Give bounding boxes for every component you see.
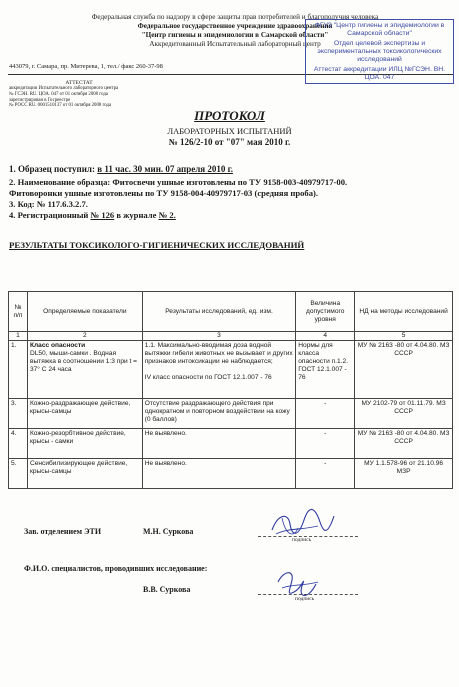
- indicator-text: DL50, мыши-самки . Водная вытяжка в соотношении 1:3 при t = 37° С 24 часа: [29, 350, 138, 373]
- table-number-row: [9, 332, 453, 341]
- row-level: -: [296, 399, 355, 429]
- table-row: [9, 341, 453, 399]
- protocol-subtitle: ЛАБОРАТОРНЫХ ИСПЫТАНИЙ: [167, 126, 292, 136]
- row-indicator: Сенсибилизирующее действие, крысы-самцы: [27, 459, 142, 489]
- protocol-number: № 126/2-10 от "07" мая 2010 г.: [168, 137, 291, 147]
- item-sample-name: 2. Наименование образца: Фитосвечи ушные изготовлены по ТУ 9158-003-40979717-00.: [9, 177, 348, 187]
- stamp-line-3: Аттестат аккредитации ИЛЦ №ГСЭН. ВН. ЦОА. 047: [313, 66, 446, 81]
- institution-line: Федеральное государственное учреждение здравоохранения: [137, 22, 333, 30]
- address-line: 443079, г. Самара, пр. Митерева, 1, тел./ факс 260-37-98: [9, 63, 163, 70]
- row-result: Не выявлено.: [142, 429, 296, 459]
- head-name: М.Н. Суркова: [143, 527, 194, 536]
- agency-line: Федеральная служба по надзору в сфере защиты прав потребителей и благополучия человека: [91, 13, 379, 21]
- signature-caption: подпись: [292, 537, 312, 543]
- item-reg-value-2: № 2.: [158, 210, 176, 220]
- header-cell-num: № п/п: [9, 292, 28, 332]
- col-number: 4: [296, 332, 355, 341]
- attestat-line-2: № ГСЭН. RU. ЦОА. 047 от 01 октября 2008 года: [9, 91, 108, 97]
- section-title: РЕЗУЛЬТАТЫ ТОКСИКОЛОГО-ГИГИЕНИЧЕСКИХ ИССЛЕДОВАНИЙ: [9, 240, 305, 250]
- lab-center-line: Аккредитованный Испытательный лабораторный центр: [149, 40, 321, 48]
- row-indicator: Кожно-резорбтивное действие, крысы - самки: [27, 429, 142, 459]
- row-level: Нормы для класса опасности п.1.2. ГОСТ 12.1.007 - 76: [296, 341, 355, 399]
- row-number: 1.: [9, 341, 28, 399]
- item-reg-value: № 126: [90, 210, 115, 220]
- table-row: [9, 429, 453, 459]
- row-indicator: [27, 341, 142, 399]
- row-number: 5.: [9, 459, 28, 489]
- row-level: -: [296, 429, 355, 459]
- item-received-label: 1. Образец поступил:: [9, 164, 98, 174]
- table-row: [9, 399, 453, 429]
- attestat-line-4: № РОСС RU. 0001510137 от 01 октября 2008 года: [9, 103, 112, 109]
- attestat-line-1: аккредитации Испытательного лабораторного центра: [9, 86, 119, 91]
- row-number: 3.: [9, 399, 28, 429]
- row-methods: МУ № 2163 -80 от 4.04.80. МЗ СССР: [355, 341, 453, 399]
- col-number: 2: [27, 332, 142, 341]
- header-cell-methods: НД на методы исследований: [355, 292, 453, 332]
- stamp-line-1: ФГУЗ "Центр гигиены и эпидемиологии в Самарской области": [314, 22, 445, 37]
- item-reg-mid: в журнале: [114, 210, 159, 220]
- item-reg-label: 4. Регистрационный: [9, 210, 91, 220]
- item-received-value: в 11 час. 30 мин. 07 апреля 2010 г.: [97, 164, 233, 174]
- stamp-line-2: Отдел целевой экспертизы и экспериментальных токсикологических исследований: [317, 40, 442, 63]
- header-cell-results: Результаты исследований, ед. изм.: [142, 292, 296, 332]
- results-table: [8, 291, 453, 489]
- institution-name: "Центр гигиены и эпидемиологии в Самарской области": [141, 31, 329, 39]
- header-cell-indicators: Определяемые показатели: [27, 292, 142, 332]
- item-registration: [9, 210, 176, 221]
- specialist-signature-image: [272, 566, 326, 602]
- table-row: [9, 459, 453, 489]
- row-methods: МУ № 2163 -80 от 4.04.80. МЗ СССР: [355, 429, 453, 459]
- row-methods: МУ 1.1.578-96 от 21.10.96 МЗР: [355, 459, 453, 489]
- row-result: Не выявлено.: [142, 459, 296, 489]
- signature-caption-2: подпись: [295, 596, 315, 602]
- row-methods: МУ 2102-79 от 01.11.79. МЗ СССР: [355, 399, 453, 429]
- head-signature-image: [268, 508, 338, 544]
- col-number: 5: [355, 332, 453, 341]
- item-received: [9, 164, 233, 175]
- row-level: -: [296, 459, 355, 489]
- attestat-text: [9, 86, 118, 109]
- specialist-name: В.В. Суркова: [143, 585, 191, 594]
- result-class: IV класс опасности по ГОСТ 12.1.007 - 76: [144, 374, 272, 381]
- row-result: Отсутствие раздражающего действия при однократном и повторном воздействии на кожу (0 баллов): [142, 399, 296, 429]
- result-text: 1.1. Максимально-вводимая доза водной вытяжки гибели животных не вызывает и других признаков интоксикации не наблюдается;: [144, 342, 293, 365]
- attestat-line-3: зарегистрирован в Госреестре: [9, 97, 71, 103]
- row-result: [142, 341, 296, 399]
- row-number: 4.: [9, 429, 28, 459]
- col-number: 1: [9, 332, 28, 341]
- col-number: 3: [142, 332, 296, 341]
- attestat-title: АТТЕСТАТ: [65, 80, 93, 86]
- protocol-title: ПРОТОКОЛ: [194, 108, 265, 123]
- specialists-label: Ф.И.О. специалистов, проводивших исследование:: [24, 564, 208, 573]
- indicator-bold: Класс опасности: [29, 342, 86, 349]
- item-sample-name-2: Фитоворонки ушные изготовлены по ТУ 9158-004-40979717-03 (средняя проба).: [9, 188, 318, 198]
- item-code: 3. Код: № 117.6.3.2.7.: [9, 199, 88, 209]
- table-header-row: [9, 292, 453, 332]
- header-cell-level: Величина допустимого уровня: [296, 292, 355, 332]
- row-indicator: Кожно-раздражающее действие, крысы-самцы: [27, 399, 142, 429]
- head-role: Зав. отделением ЭТИ: [24, 527, 102, 536]
- accreditation-stamp: [305, 19, 454, 84]
